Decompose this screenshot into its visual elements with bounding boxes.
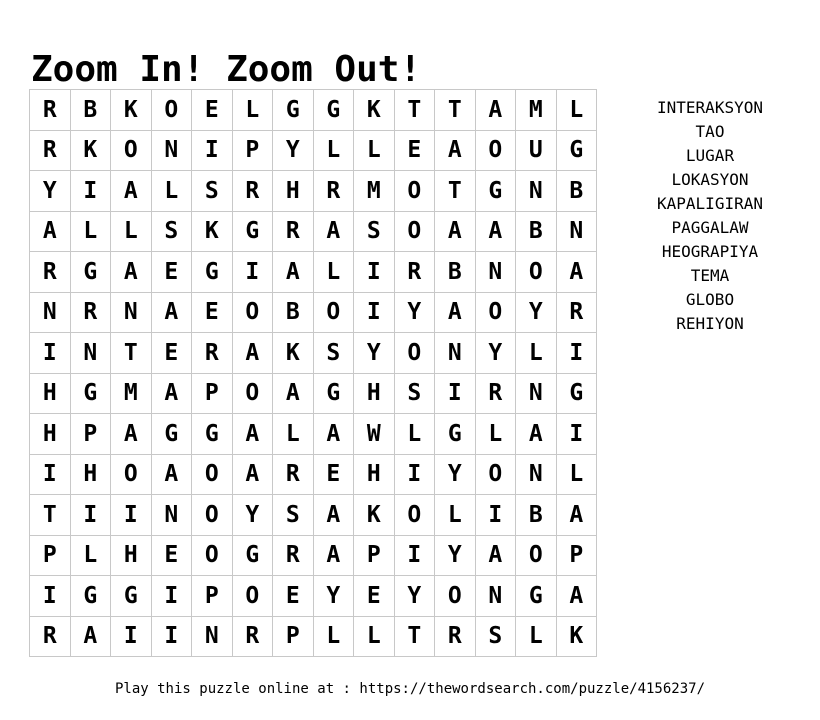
- puzzle-title: Zoom In! Zoom Out!: [31, 49, 422, 91]
- grid-row: [30, 414, 597, 455]
- grid-cell[interactable]: P: [70, 414, 111, 455]
- grid-cell[interactable]: T: [435, 90, 476, 131]
- grid-cell[interactable]: O: [394, 211, 435, 252]
- grid-cell[interactable]: R: [273, 535, 314, 576]
- grid-cell[interactable]: N: [556, 211, 597, 252]
- grid-cell[interactable]: I: [30, 454, 71, 495]
- grid-cell[interactable]: L: [556, 90, 597, 131]
- word-list-item: KAPALIGIRAN: [657, 194, 763, 213]
- grid-cell[interactable]: B: [273, 292, 314, 333]
- grid-cell[interactable]: G: [151, 414, 192, 455]
- grid-cell[interactable]: H: [354, 373, 395, 414]
- grid-cell[interactable]: O: [111, 130, 152, 171]
- grid-cell[interactable]: G: [70, 252, 111, 293]
- grid-cell[interactable]: N: [151, 495, 192, 536]
- grid-cell[interactable]: I: [30, 333, 71, 374]
- word-list-item: HEOGRAPIYA: [661, 242, 759, 261]
- grid-cell[interactable]: A: [516, 414, 557, 455]
- grid-cell[interactable]: W: [354, 414, 395, 455]
- word-list-item: REHIYON: [676, 314, 744, 333]
- word-list-item: GLOBO: [685, 290, 735, 309]
- grid-cell[interactable]: Y: [394, 576, 435, 617]
- grid-cell[interactable]: L: [516, 616, 557, 657]
- grid-cell[interactable]: E: [273, 576, 314, 617]
- grid-cell[interactable]: A: [232, 414, 273, 455]
- grid-cell[interactable]: L: [516, 333, 557, 374]
- grid-cell[interactable]: P: [192, 373, 233, 414]
- grid-cell[interactable]: K: [556, 616, 597, 657]
- grid-cell[interactable]: O: [475, 292, 516, 333]
- grid-cell[interactable]: R: [475, 373, 516, 414]
- grid-cell[interactable]: R: [556, 292, 597, 333]
- word-list-item: LOKASYON: [671, 170, 749, 189]
- grid-cell[interactable]: I: [354, 252, 395, 293]
- letter-grid: [29, 89, 597, 657]
- grid-cell[interactable]: S: [151, 211, 192, 252]
- grid-cell[interactable]: I: [151, 576, 192, 617]
- grid-cell[interactable]: A: [151, 292, 192, 333]
- word-list-item: INTERAKSYON: [657, 98, 763, 117]
- grid-cell[interactable]: G: [70, 373, 111, 414]
- grid-cell[interactable]: I: [70, 495, 111, 536]
- grid-cell[interactable]: M: [111, 373, 152, 414]
- grid-cell[interactable]: O: [192, 454, 233, 495]
- grid-cell[interactable]: L: [232, 90, 273, 131]
- grid-cell[interactable]: G: [232, 535, 273, 576]
- grid-cell[interactable]: O: [232, 292, 273, 333]
- grid-cell[interactable]: I: [151, 616, 192, 657]
- grid-cell[interactable]: L: [273, 414, 314, 455]
- word-list-item: PAGGALAW: [671, 218, 749, 237]
- grid-cell[interactable]: O: [435, 576, 476, 617]
- grid-row: [30, 292, 597, 333]
- grid-cell[interactable]: L: [151, 171, 192, 212]
- grid-cell[interactable]: E: [151, 252, 192, 293]
- grid-cell[interactable]: R: [70, 292, 111, 333]
- grid-row: [30, 576, 597, 617]
- grid-cell[interactable]: I: [70, 171, 111, 212]
- word-list-item: TEMA: [690, 266, 730, 285]
- grid-cell[interactable]: H: [111, 535, 152, 576]
- grid-cell[interactable]: L: [435, 495, 476, 536]
- grid-cell[interactable]: G: [435, 414, 476, 455]
- grid-cell[interactable]: O: [313, 292, 354, 333]
- grid-cell[interactable]: P: [354, 535, 395, 576]
- grid-row: [30, 454, 597, 495]
- grid-cell[interactable]: L: [354, 616, 395, 657]
- grid-cell[interactable]: N: [70, 333, 111, 374]
- grid-cell[interactable]: A: [556, 576, 597, 617]
- grid-cell[interactable]: O: [151, 90, 192, 131]
- grid-cell[interactable]: N: [111, 292, 152, 333]
- grid-cell[interactable]: G: [556, 130, 597, 171]
- grid-cell[interactable]: K: [273, 333, 314, 374]
- grid-cell[interactable]: R: [435, 616, 476, 657]
- grid-cell[interactable]: Y: [394, 292, 435, 333]
- grid-cell[interactable]: O: [394, 333, 435, 374]
- grid-row: [30, 171, 597, 212]
- grid-cell[interactable]: A: [313, 414, 354, 455]
- grid-cell[interactable]: Y: [475, 333, 516, 374]
- grid-cell[interactable]: A: [232, 333, 273, 374]
- grid-cell[interactable]: O: [394, 171, 435, 212]
- grid-row: [30, 211, 597, 252]
- grid-cell[interactable]: G: [111, 576, 152, 617]
- word-list-item: LUGAR: [685, 146, 735, 165]
- grid-cell[interactable]: R: [30, 616, 71, 657]
- word-list: [640, 96, 780, 336]
- grid-cell[interactable]: E: [394, 130, 435, 171]
- grid-cell[interactable]: K: [192, 211, 233, 252]
- grid-cell[interactable]: A: [475, 535, 516, 576]
- grid-cell[interactable]: P: [30, 535, 71, 576]
- grid-cell[interactable]: A: [475, 211, 516, 252]
- grid-cell[interactable]: U: [516, 130, 557, 171]
- grid-row: [30, 495, 597, 536]
- grid-cell[interactable]: H: [30, 414, 71, 455]
- grid-cell[interactable]: I: [192, 130, 233, 171]
- grid-cell[interactable]: E: [354, 576, 395, 617]
- grid-cell[interactable]: H: [70, 454, 111, 495]
- grid-cell[interactable]: Y: [313, 576, 354, 617]
- grid-row: [30, 90, 597, 131]
- grid-cell[interactable]: I: [394, 454, 435, 495]
- grid-cell[interactable]: G: [516, 576, 557, 617]
- grid-cell[interactable]: Y: [30, 171, 71, 212]
- grid-cell[interactable]: A: [273, 252, 314, 293]
- grid-cell[interactable]: R: [232, 616, 273, 657]
- grid-cell[interactable]: A: [435, 292, 476, 333]
- grid-cell[interactable]: B: [435, 252, 476, 293]
- grid-cell[interactable]: I: [394, 535, 435, 576]
- grid-cell[interactable]: S: [354, 211, 395, 252]
- grid-cell[interactable]: S: [192, 171, 233, 212]
- grid-cell[interactable]: K: [354, 90, 395, 131]
- grid-cell[interactable]: I: [475, 495, 516, 536]
- grid-cell[interactable]: N: [516, 373, 557, 414]
- grid-cell[interactable]: G: [192, 252, 233, 293]
- grid-cell[interactable]: P: [273, 616, 314, 657]
- grid-cell[interactable]: Y: [354, 333, 395, 374]
- grid-cell[interactable]: O: [475, 454, 516, 495]
- grid-cell[interactable]: O: [111, 454, 152, 495]
- grid-cell[interactable]: I: [111, 495, 152, 536]
- grid-row: [30, 373, 597, 414]
- grid-cell[interactable]: K: [70, 130, 111, 171]
- grid-cell[interactable]: N: [30, 292, 71, 333]
- grid-cell[interactable]: B: [556, 171, 597, 212]
- grid-row: [30, 252, 597, 293]
- grid-cell[interactable]: S: [394, 373, 435, 414]
- grid-cell[interactable]: O: [475, 130, 516, 171]
- grid-cell[interactable]: T: [111, 333, 152, 374]
- grid-cell[interactable]: O: [516, 252, 557, 293]
- grid-cell[interactable]: S: [475, 616, 516, 657]
- grid-cell[interactable]: R: [394, 252, 435, 293]
- grid-cell[interactable]: G: [313, 90, 354, 131]
- grid-cell[interactable]: I: [556, 414, 597, 455]
- grid-cell[interactable]: Y: [232, 495, 273, 536]
- word-list-item: TAO: [695, 122, 725, 141]
- grid-cell[interactable]: H: [354, 454, 395, 495]
- grid-cell[interactable]: R: [30, 90, 71, 131]
- grid-row: [30, 616, 597, 657]
- grid-cell[interactable]: I: [435, 373, 476, 414]
- grid-cell[interactable]: A: [232, 454, 273, 495]
- grid-cell[interactable]: O: [192, 495, 233, 536]
- grid-cell[interactable]: E: [313, 454, 354, 495]
- grid-cell[interactable]: I: [30, 576, 71, 617]
- grid-cell[interactable]: M: [516, 90, 557, 131]
- grid-cell[interactable]: E: [151, 535, 192, 576]
- grid-cell[interactable]: A: [556, 495, 597, 536]
- grid-row: [30, 535, 597, 576]
- grid-cell[interactable]: P: [556, 535, 597, 576]
- grid-cell[interactable]: I: [232, 252, 273, 293]
- grid-cell[interactable]: G: [313, 373, 354, 414]
- grid-cell[interactable]: R: [273, 454, 314, 495]
- grid-cell[interactable]: Y: [435, 454, 476, 495]
- grid-cell[interactable]: R: [232, 171, 273, 212]
- grid-cell[interactable]: R: [313, 171, 354, 212]
- grid-cell[interactable]: L: [313, 616, 354, 657]
- grid-cell[interactable]: A: [111, 171, 152, 212]
- grid-cell[interactable]: S: [273, 495, 314, 536]
- grid-cell[interactable]: L: [313, 252, 354, 293]
- grid-cell[interactable]: R: [192, 333, 233, 374]
- grid-cell[interactable]: N: [516, 454, 557, 495]
- grid-cell[interactable]: H: [273, 171, 314, 212]
- grid-cell[interactable]: A: [30, 211, 71, 252]
- grid-cell[interactable]: A: [435, 130, 476, 171]
- grid-cell[interactable]: A: [313, 535, 354, 576]
- footer-link-text: Play this puzzle online at : https://thewordsearch.com/puzzle/4156237/: [114, 681, 705, 697]
- grid-cell[interactable]: I: [556, 333, 597, 374]
- grid-cell[interactable]: A: [151, 454, 192, 495]
- grid-cell[interactable]: I: [354, 292, 395, 333]
- grid-cell[interactable]: A: [556, 252, 597, 293]
- grid-cell[interactable]: E: [151, 333, 192, 374]
- grid-cell[interactable]: N: [516, 171, 557, 212]
- grid-cell[interactable]: A: [475, 90, 516, 131]
- grid-cell[interactable]: T: [435, 171, 476, 212]
- grid-cell[interactable]: L: [70, 211, 111, 252]
- grid-cell[interactable]: L: [394, 414, 435, 455]
- grid-cell[interactable]: K: [354, 495, 395, 536]
- grid-cell[interactable]: I: [111, 616, 152, 657]
- grid-cell[interactable]: Y: [273, 130, 314, 171]
- grid-cell[interactable]: A: [313, 211, 354, 252]
- grid-cell[interactable]: A: [111, 414, 152, 455]
- grid-cell[interactable]: Y: [516, 292, 557, 333]
- grid-cell[interactable]: G: [273, 90, 314, 131]
- grid-cell[interactable]: B: [516, 211, 557, 252]
- grid-cell[interactable]: G: [232, 211, 273, 252]
- grid-cell[interactable]: H: [30, 373, 71, 414]
- grid-cell[interactable]: B: [516, 495, 557, 536]
- grid-cell[interactable]: O: [232, 576, 273, 617]
- grid-cell[interactable]: T: [30, 495, 71, 536]
- grid-cell[interactable]: L: [475, 414, 516, 455]
- grid-cell[interactable]: M: [354, 171, 395, 212]
- grid-cell[interactable]: O: [516, 535, 557, 576]
- grid-cell[interactable]: N: [192, 616, 233, 657]
- grid-cell[interactable]: O: [192, 535, 233, 576]
- grid-row: [30, 130, 597, 171]
- grid-cell[interactable]: N: [151, 130, 192, 171]
- grid-cell[interactable]: O: [394, 495, 435, 536]
- grid-cell[interactable]: A: [313, 495, 354, 536]
- grid-cell[interactable]: L: [70, 535, 111, 576]
- grid-cell[interactable]: A: [273, 373, 314, 414]
- grid-cell[interactable]: G: [70, 576, 111, 617]
- grid-cell[interactable]: R: [273, 211, 314, 252]
- grid-cell[interactable]: P: [192, 576, 233, 617]
- grid-cell[interactable]: G: [475, 171, 516, 212]
- grid-cell[interactable]: A: [435, 211, 476, 252]
- grid-cell[interactable]: N: [475, 252, 516, 293]
- grid-cell[interactable]: L: [354, 130, 395, 171]
- grid-cell[interactable]: E: [192, 292, 233, 333]
- grid-cell[interactable]: O: [232, 373, 273, 414]
- grid-cell[interactable]: A: [151, 373, 192, 414]
- grid-cell[interactable]: K: [111, 90, 152, 131]
- grid-cell[interactable]: P: [232, 130, 273, 171]
- grid-cell[interactable]: S: [313, 333, 354, 374]
- grid-cell[interactable]: L: [556, 454, 597, 495]
- grid-cell[interactable]: T: [394, 616, 435, 657]
- grid-cell[interactable]: G: [556, 373, 597, 414]
- grid-cell[interactable]: Y: [435, 535, 476, 576]
- grid-cell[interactable]: E: [192, 90, 233, 131]
- grid-cell[interactable]: B: [70, 90, 111, 131]
- grid-cell[interactable]: G: [192, 414, 233, 455]
- grid-cell[interactable]: N: [435, 333, 476, 374]
- grid-cell[interactable]: A: [70, 616, 111, 657]
- grid-cell[interactable]: L: [313, 130, 354, 171]
- grid-cell[interactable]: N: [475, 576, 516, 617]
- grid-cell[interactable]: R: [30, 252, 71, 293]
- grid-cell[interactable]: T: [394, 90, 435, 131]
- grid-row: [30, 333, 597, 374]
- grid-cell[interactable]: L: [111, 211, 152, 252]
- grid-cell[interactable]: R: [30, 130, 71, 171]
- grid-cell[interactable]: A: [111, 252, 152, 293]
